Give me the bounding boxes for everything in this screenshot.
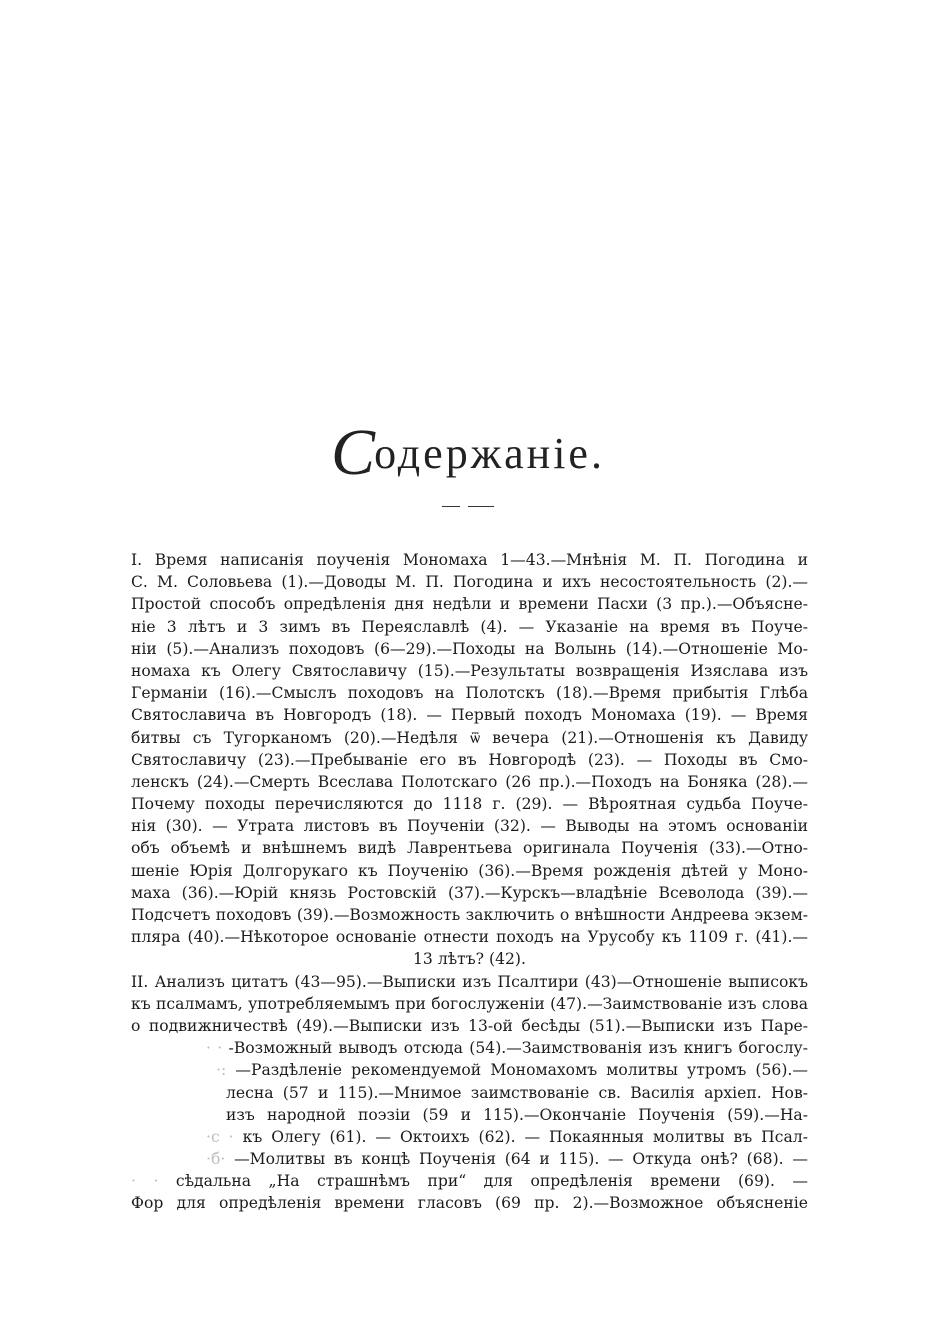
contents-line: номаха къ Олегу Святославичу (15).—Результаты возвращенія Изяслава изъ	[131, 661, 808, 680]
title-rest: одержаніе.	[374, 429, 605, 478]
contents-line-damaged	[131, 1104, 808, 1126]
title-initial: С	[331, 416, 379, 489]
contents-line: ленскъ (24).—Смерть Всеслава Полотскаго (26 пр.).—Походъ на Боняка (28).—	[131, 772, 808, 791]
contents-line: нія (30). — Утрата листовъ въ Поученіи (32). — Выводы на этомъ основаніи	[131, 817, 808, 836]
contents-line: Германіи (16).—Смыслъ походовъ на Полотскъ (18).—Время прибытія Глѣба	[131, 684, 808, 703]
contents-line: II. Анализъ цитатъ (43—95).—Выписки изъ Псалтири (43)—Отношеніе выписокъ	[131, 972, 808, 991]
contents-line: ніе 3 лѣтъ и 3 зимъ въ Переяславлѣ (4). — Указаніе на время въ Поуче-	[131, 617, 808, 636]
contents-line: Почему походы перечисляются до 1118 г. (29). — Вѣроятная судьба Поуче-	[131, 795, 808, 814]
contents-line: Простой способъ опредѣленія дня недѣли и времени Пасхи (3 пр.).—Объясне-	[131, 595, 808, 614]
contents-line: С. М. Соловьева (1).—Доводы М. П. Погодина и ихъ несостоятельность (2).—	[131, 573, 808, 592]
contents-line: о подвижничествѣ (49).—Выписки изъ 13-ой бесѣды (51).—Выписки изъ Паре-	[131, 1016, 808, 1035]
contents-line: объ объемѣ и внѣшнемъ видѣ Лаврентьева оригинала Поученія (33).—Отно-	[131, 839, 808, 858]
faded-fragment: ·:	[216, 1061, 227, 1080]
contents-line: пляра (40).—Нѣкоторое основаніе отнести походъ на Урусобу къ 1109 г. (41).—	[131, 928, 808, 947]
faded-fragment: · ·	[206, 1039, 223, 1058]
contents-line-damaged	[131, 1059, 808, 1081]
contents-line: I. Время написанія поученія Мономаха 1—43.—Мнѣнія М. П. Погодина и	[131, 551, 808, 569]
line-text: -Возможный выводъ отсюда (54).—Заимствованія изъ книгъ богослу-	[228, 1039, 808, 1058]
contents-line: Святославича въ Новгородъ (18). — Первый походъ Мономаха (19). — Время	[131, 706, 808, 725]
faded-fragment: Фор	[131, 1194, 164, 1213]
contents-line: маха (36).—Юрій князь Ростовскій (37).—Курскъ—владѣніе Всеволода (39).—	[131, 883, 808, 902]
contents-line-damaged	[131, 1082, 808, 1104]
contents-text	[131, 549, 808, 1215]
contents-line-damaged	[131, 1148, 808, 1170]
contents-line: битвы съ Тугорканомъ (20).—Недѣля ѿ вечера (21).—Отношенія къ Давиду	[131, 728, 808, 747]
line-text: сѣдальна „На страшнѣмъ при“ для опредѣленія времени (69). —	[175, 1172, 808, 1191]
contents-line: къ псалмамъ, употребляемымъ при богослуженіи (47).—Заимствованіе изъ слова	[131, 994, 808, 1013]
line-text: изъ народной поэзіи (59 и 115).—Окончаніе Поученія (59).—На-	[226, 1105, 808, 1124]
line-text: —Молитвы въ концѣ Поученія (64 и 115). — Откуда онѣ? (68). —	[234, 1150, 808, 1169]
contents-line-damaged	[131, 1037, 808, 1059]
line-text: для опредѣленія времени гласовъ (69 пр. 2).—Возможное объясненіе	[176, 1194, 808, 1213]
line-text: —Раздѣленіе рекомендуемой Мономахомъ молитвы утромъ (56).—	[235, 1061, 808, 1080]
contents-line-damaged	[131, 1170, 808, 1192]
contents-line: Святославичу (23).—Пребываніе его въ Новгородѣ (23). — Походы въ Смо-	[131, 750, 808, 769]
contents-line-damaged	[131, 1126, 808, 1148]
contents-line: ніи (5).—Анализъ походовъ (6—29).—Походы на Волынь (14).—Отношеніе Мо-	[131, 639, 808, 658]
faded-fragment: ·б·	[206, 1150, 226, 1169]
contents-line-damaged	[131, 1192, 808, 1214]
contents-line: шеніе Юрія Долгорукаго къ Поученію (36).—Время рожденія дѣтей у Моно-	[131, 861, 808, 880]
title-divider	[442, 506, 494, 507]
page-title	[0, 415, 936, 491]
faded-fragment: · ·	[131, 1172, 159, 1191]
line-text: къ Олегу (61). — Октоихъ (62). — Покаянныя молитвы въ Псал-	[242, 1127, 808, 1146]
contents-line: Подсчетъ походовъ (39).—Возможность заключить о внѣшности Андреева экзем-	[131, 906, 808, 924]
faded-fragment: ·с ·	[206, 1127, 234, 1146]
contents-line-centered: 13 лѣтъ? (42).	[413, 950, 526, 969]
line-text: лесна (57 и 115).—Мнимое заимствованіе св. Василія архіеп. Нов-	[226, 1083, 808, 1102]
